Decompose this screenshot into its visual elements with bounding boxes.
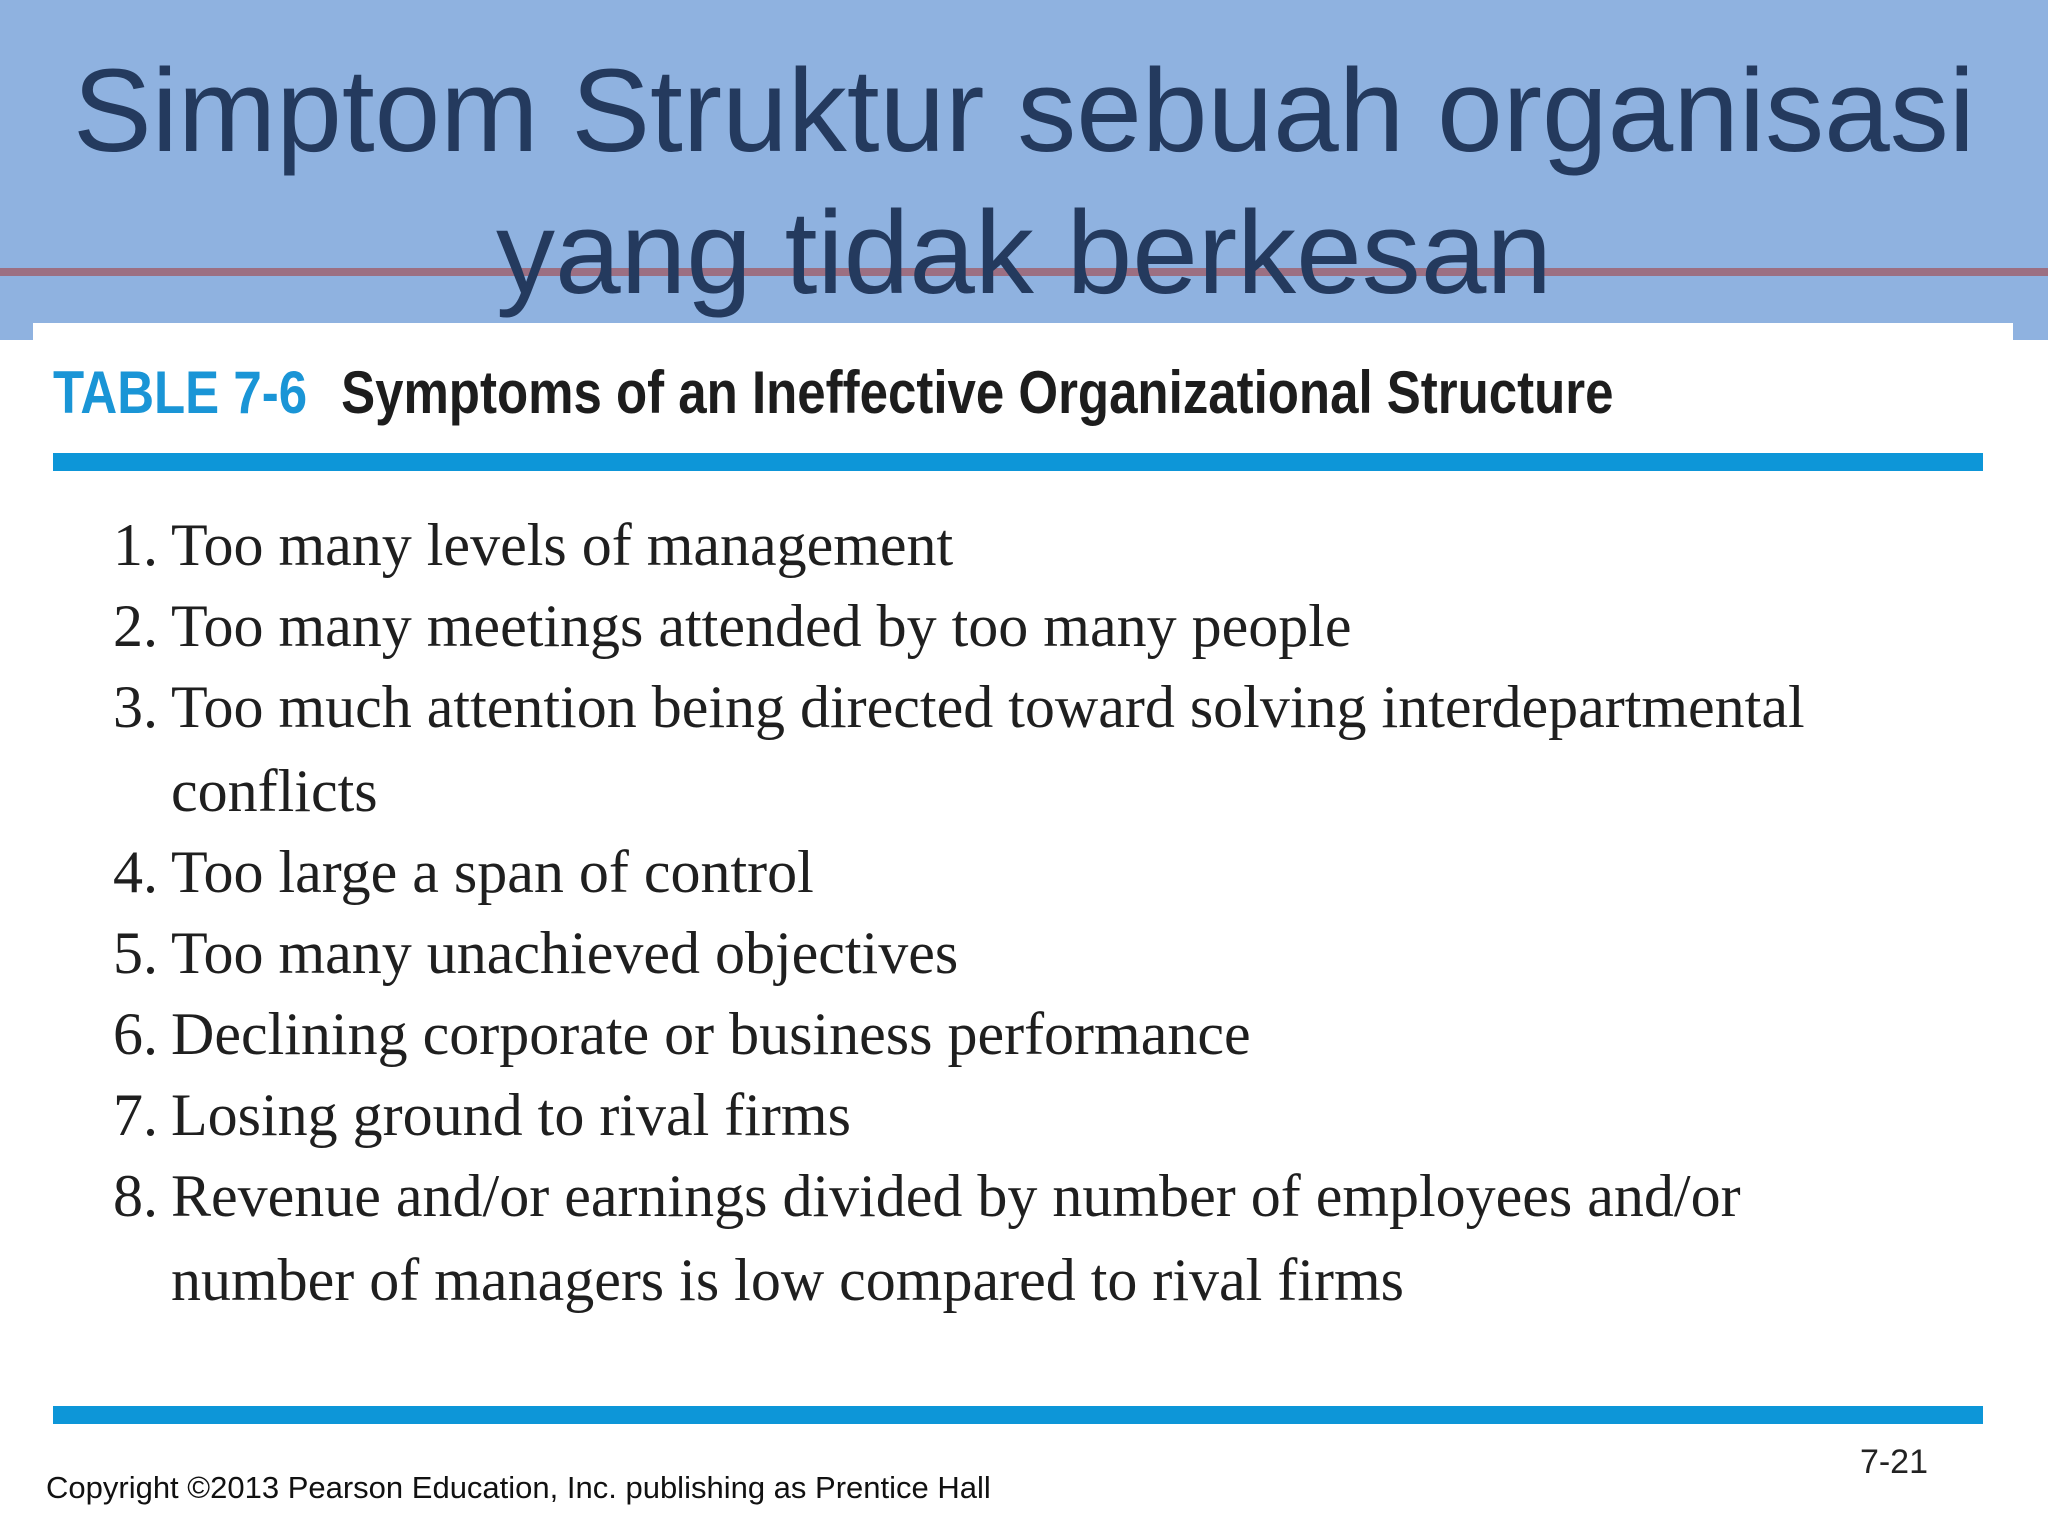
item-text: Too much attention being directed toward solving interdepartmental conflicts bbox=[171, 674, 1805, 824]
item-number: 6. bbox=[113, 1001, 158, 1067]
list-item bbox=[113, 830, 1913, 914]
list-item bbox=[113, 911, 1913, 995]
item-number: 1. bbox=[113, 512, 158, 578]
item-number: 3. bbox=[113, 674, 158, 740]
list-item bbox=[113, 584, 1913, 668]
copyright-notice: Copyright ©2013 Pearson Education, Inc. publishing as Prentice Hall bbox=[46, 1470, 991, 1505]
list-item bbox=[113, 1073, 1913, 1157]
table-label: TABLE 7-6 bbox=[53, 359, 308, 426]
table-image bbox=[33, 323, 2013, 1423]
list-item bbox=[113, 1154, 1913, 1322]
item-text: Too many meetings attended by too many people bbox=[171, 593, 1352, 659]
item-number: 7. bbox=[113, 1082, 158, 1148]
item-text: Revenue and/or earnings divided by number of employees and/or number of managers is low compared to rival firms bbox=[171, 1163, 1741, 1313]
item-text: Losing ground to rival firms bbox=[171, 1082, 851, 1148]
slide-title: Simptom Struktur sebuah organisasi yang tidak berkesan bbox=[72, 45, 1975, 319]
item-text: Too large a span of control bbox=[171, 839, 814, 905]
list-item bbox=[113, 992, 1913, 1076]
item-text: Declining corporate or business performance bbox=[171, 1001, 1251, 1067]
item-number: 4. bbox=[113, 839, 158, 905]
table-heading bbox=[53, 353, 1613, 433]
table-top-rule bbox=[53, 453, 1983, 471]
item-number: 2. bbox=[113, 593, 158, 659]
item-number: 5. bbox=[113, 920, 158, 986]
symptom-list bbox=[113, 503, 1913, 1319]
list-item bbox=[113, 665, 1913, 833]
table-bottom-rule bbox=[53, 1406, 1983, 1424]
item-number: 8. bbox=[113, 1163, 158, 1229]
item-text: Too many unachieved objectives bbox=[171, 920, 959, 986]
table-title: Symptoms of an Ineffective Organizational Structure bbox=[341, 359, 1614, 426]
item-text: Too many levels of management bbox=[171, 512, 954, 578]
slide-page-number: 7-21 bbox=[1859, 1443, 1928, 1481]
list-item bbox=[113, 503, 1913, 587]
